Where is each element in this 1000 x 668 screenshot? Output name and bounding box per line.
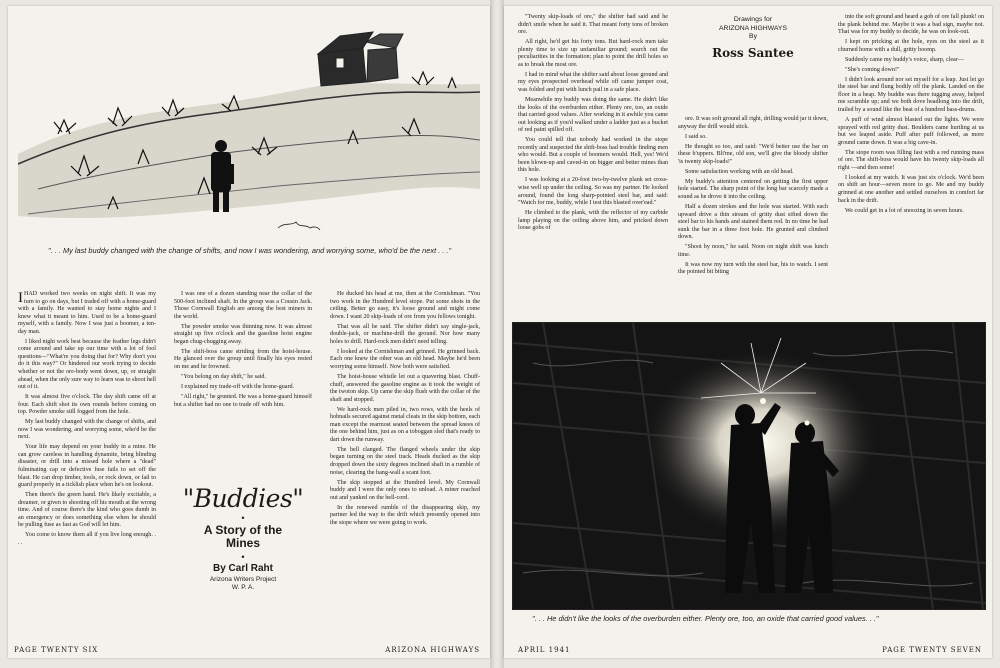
paragraph: Half a dozen strokes and the hole was started. With each upward drive a thin stream of gritty dust sifted down the steel bar to his hands and stained them red. In no time he had sunk the bar in a three foot hole. He grunted and climbed down. bbox=[678, 203, 828, 241]
credit-line: Drawings for bbox=[733, 16, 773, 23]
separator-dot: • bbox=[241, 552, 245, 562]
paragraph: You come to know them all if you live long enough. . . . bbox=[18, 532, 156, 546]
page-gutter bbox=[490, 0, 504, 668]
paragraph: I was looking at a 20-foot two-by-twelve plank set cross-wise well up under the ceiling. So was my partner. He looked around, found the long sharp-pointed steel bar, and said: "Watch for me, buddy, while I test this blasted over'ead." bbox=[518, 177, 668, 207]
paragraph: The bell clanged. The flanged wheels under the skip began turning on the steel track. Heads ducked as the skip dropped down the sixty degrees inclined shaft in a rumble of noise, clearing the hang-wall a scant foot. bbox=[330, 446, 480, 476]
mine-shack-illustration bbox=[18, 14, 480, 242]
credit-magazine: ARIZONA HIGHWAYS bbox=[719, 24, 787, 32]
paragraph: We could get in a lot of snoozing in seven hours. bbox=[845, 207, 964, 214]
right-column-2 bbox=[678, 116, 828, 279]
author-affiliation: Arizona Writers Project bbox=[209, 576, 277, 583]
left-column-2 bbox=[174, 291, 312, 412]
paragraph: It was now my turn with the steel bar, his to watch. I sent the pointed bit biting bbox=[678, 261, 828, 276]
paragraph: All right, he'd get his forty tons. But hard-rock men take plenty time to size up unfamiliar ground; search out the peculiarities in the formation; plan to point the drill holes so as to break the most ore. bbox=[518, 39, 668, 68]
story-subtitle-line1: A Story of the bbox=[203, 523, 283, 537]
paragraph: The skip stopped at the Hundred level. My Cornwall buddy and I were the only ones to unload. A miner reached out and yanked on the bell-cord. bbox=[330, 479, 480, 501]
paragraph: A puff of wind almost blasted out the lights. We were sprayed with red gritty dust. Boulders came hurtling at us but we leaped aside. Puff after puff followed, as more ground came down. It was a big cave-in. bbox=[838, 117, 984, 146]
paragraph: In the renewed rumble of the disappearing skip, my partner led the way to the drift which presently opened into the stope where we were going to work. bbox=[330, 504, 480, 526]
paragraph: IHAD worked two weeks on night shift. It was my turn to go on days, but I traded off with a home-guard with a family. He wanted to stay home nights and I knew what it meant to him. Used to be a home-guard myself, with a family. Now I was just a boomer, a ten-day man. bbox=[18, 290, 156, 335]
illustration-credit bbox=[676, 16, 830, 60]
paragraph: into the soft ground and heard a gob of ore fall plunk! on the plank behind me. Maybe it was a bad sign, maybe not. That was for my buddy to decide, he was on look-out. bbox=[838, 14, 984, 36]
paragraph: ore. It was soft ground all right, drilling would jar it down, anyway the drill would stick. bbox=[678, 116, 828, 130]
story-subtitle-line2: Mines bbox=[225, 536, 260, 550]
paragraph: I said so. bbox=[685, 133, 707, 140]
paragraph: I didn't look around nor set myself for a leap. Just let go the steel bar and flung bodily off the plank. Landed on the floor in a heap. My buddie was there tugging away, helped me scramble up; and we both dove headlong into the drift, trailed by a sound like the beat of a hundred bass-drums. bbox=[838, 76, 984, 114]
paragraph: "All right," he grunted. He was a home-guard himself but a shifter had no one to trade off with him. bbox=[174, 394, 312, 408]
right-column-1 bbox=[518, 14, 668, 235]
paragraph: You could tell that nobody had worked in the stope recently and suspected the shift-boss had trouble finding men who would. But a couple of boomers would. Hell, yes! We'd been blown-up and caved-in on bigger and better mines than this hole. bbox=[518, 137, 668, 174]
author-affiliation-2: W. P. A. bbox=[231, 584, 255, 591]
paragraph: Meanwhile my buddy was doing the same. He didn't like the looks of the overburden either. Plenty ore, too, an oxide that carried good values. After working in it awhile you came out looking as if you'd walked under a ladder just as a bucket of red paint spilled off. bbox=[518, 96, 668, 134]
miners-in-stope-illustration bbox=[512, 322, 986, 610]
paragraph: It was almost five o'clock. The day shift came off at four. Each shift shot its own rounds before coming on top. Powder smoke still fogged from the hole. bbox=[18, 394, 156, 416]
paragraph: Then there's the green hand. He's likely excitable, a dreamer, or given to shooting off his mouth at the wrong time. And of course there's the kind who goes dumb in an emergency or does something else when he should be pulling fuse as fast as God will let him. bbox=[18, 492, 156, 529]
paragraph: I looked at the Cornishman and grinned. He grinned back. Each one knew the other was an old head. Maybe he'd been worrying some himself. Now both were satisfied. bbox=[330, 348, 480, 370]
paragraph: "Shoot by noon," he said. Noon on night shift was lunch time. bbox=[678, 244, 828, 258]
paragraph: He ducked his head at me, then at the Cornishman. "You two work in the Hundred level stope. Put some shots in the ceiling. Better go easy, it's loose ground and might come down. I want 20 skip-loads of ore from you fellows tonight. bbox=[330, 291, 480, 320]
paragraph: "Twenty skip-loads of ore," the shifter had said and he didn't smile when he said it. That meant forty tons of broken ore. bbox=[518, 14, 668, 36]
issue-date: APRIL 1941 bbox=[518, 646, 571, 654]
story-title-block bbox=[174, 484, 312, 592]
credit-artist: Ross Santee bbox=[712, 45, 794, 60]
left-page bbox=[8, 6, 490, 658]
paragraph: We hard-rock men piled in, two rows, with the heels of hobnails secured against metal cleats in the skip bottom, each man except the rearmost seated between the spread knees of the one behind him, just as on a toboggan sled that's ready to dart down the runway. bbox=[330, 406, 480, 443]
author-byline: By Carl Raht bbox=[212, 563, 273, 574]
separator-dot: • bbox=[241, 513, 245, 523]
left-column-1 bbox=[18, 291, 156, 550]
paragraph: He thought so too, and said: "We'd better use the bar on these b'uppers. Bli'me, old son, we'll give the bloody shifter 'is twenty skip-loads!" bbox=[678, 143, 828, 165]
paragraph: That was all he said. The shifter didn't say single-jack, double-jack, or machine-drill the ground. Nor how many holes to drill. Hard-rock men didn't need telling. bbox=[330, 323, 480, 345]
paragraph: I kept on pricking at the hole, eyes on the steel as it churned home with a dull, gritty boomp. bbox=[838, 39, 984, 53]
credit-by: By bbox=[749, 33, 757, 40]
paragraph: "She's coming down!" bbox=[845, 66, 900, 73]
paragraph: My buddy's attention centered on getting the first upper hole started. The sharp point of the long bar scarcely made a sound as he drove it into the ceiling. bbox=[678, 178, 828, 200]
right-page bbox=[504, 6, 992, 658]
paragraph: I explained my trade-off with the home-guard. bbox=[181, 384, 295, 391]
story-title: "Buddies" bbox=[182, 484, 304, 513]
left-column-3 bbox=[330, 291, 480, 530]
paragraph: Your life may depend on your buddy in a mine. He can grow careless in handling dynamite, bring blinding disaster, or drill into a missed hole where a "dead" fulminating cap or defective fuse fails to set off the blast. He can drop timber, tools, or rock down, or fail to guard properly in a ticklish place when he's on lookout. bbox=[18, 444, 156, 489]
top-illustration-caption: ". . . My last buddy changed with the change of shifts, and now I was wondering, and worrying some, who'd be the next . . ." bbox=[48, 246, 452, 255]
right-column-3 bbox=[838, 14, 984, 218]
paragraph: My last buddy changed with the change of shifts, and now I was wondering, and worrying some, who'd be the next. bbox=[18, 419, 156, 441]
page-number-left: PAGE TWENTY SIX bbox=[14, 646, 99, 654]
running-head-left: ARIZONA HIGHWAYS bbox=[385, 646, 480, 654]
paragraph: The shift-boss came striding from the hoist-house. He glanced over the group until finally his eyes rested on me and he frowned. bbox=[174, 348, 312, 370]
page-number-right: PAGE TWENTY SEVEN bbox=[882, 646, 982, 654]
paragraph: The powder smoke was thinning now. It was almost straight up five o'clock and the gasoline hoist engine began chug-chugging away. bbox=[174, 323, 312, 345]
paragraph: Some satisfaction working with an old head. bbox=[685, 168, 794, 175]
paragraph: I was one of a dozen standing near the collar of the 500-foot inclined shaft. In the group was a Cousin Jack. Those Cornwall English are among the best miners in the world. bbox=[174, 291, 312, 320]
paragraph: Suddenly came my buddy's voice, sharp, clear— bbox=[845, 56, 964, 63]
paragraph: The hoist-house whistle let out a quavering blast. Chuff-chuff, answered the gasoline engine as it took the weight of the twoton skip. Up came the skip flush with the collar of the shaft and stopped. bbox=[330, 373, 480, 403]
paragraph: I liked night work best because the feather legs didn't come around and take up our time with a lot of fool questions—"What're you doing that for? Why don't you do it this way?" Or hindered our work trying to decide whether or not the ore-body went down, up, or straight ahead, when the only sure way to learn was to shoot hell out of it. bbox=[18, 338, 156, 391]
bottom-illustration-caption: ". . . He didn't like the looks of the overburden either. Plenty ore, too, an oxide that carried good values. . ." bbox=[532, 614, 879, 623]
paragraph: "You belong on day shift," he said. bbox=[181, 373, 266, 380]
paragraph: I had in mind what the shifter said about loose ground and my eyes prospected overhead while off came jumper coat, was folded and put with lunch pail in a safe place. bbox=[518, 71, 668, 93]
paragraph: He climbed to the plank, with the reflector of my carbide lamp playing on the ceiling above him, and pricked down loose gobs of bbox=[518, 210, 668, 232]
paragraph: I looked at my watch. It was just six o'clock. We'd been on shift an hour—seven more to go. Me and my buddy grinned at one another and settled ourselves in comfort far back in the drift. bbox=[838, 174, 984, 204]
paragraph: The stope room was filling fast with a red running mass of ore. The shift-boss would have his twenty skip-loads all right —and then some! bbox=[838, 149, 984, 171]
